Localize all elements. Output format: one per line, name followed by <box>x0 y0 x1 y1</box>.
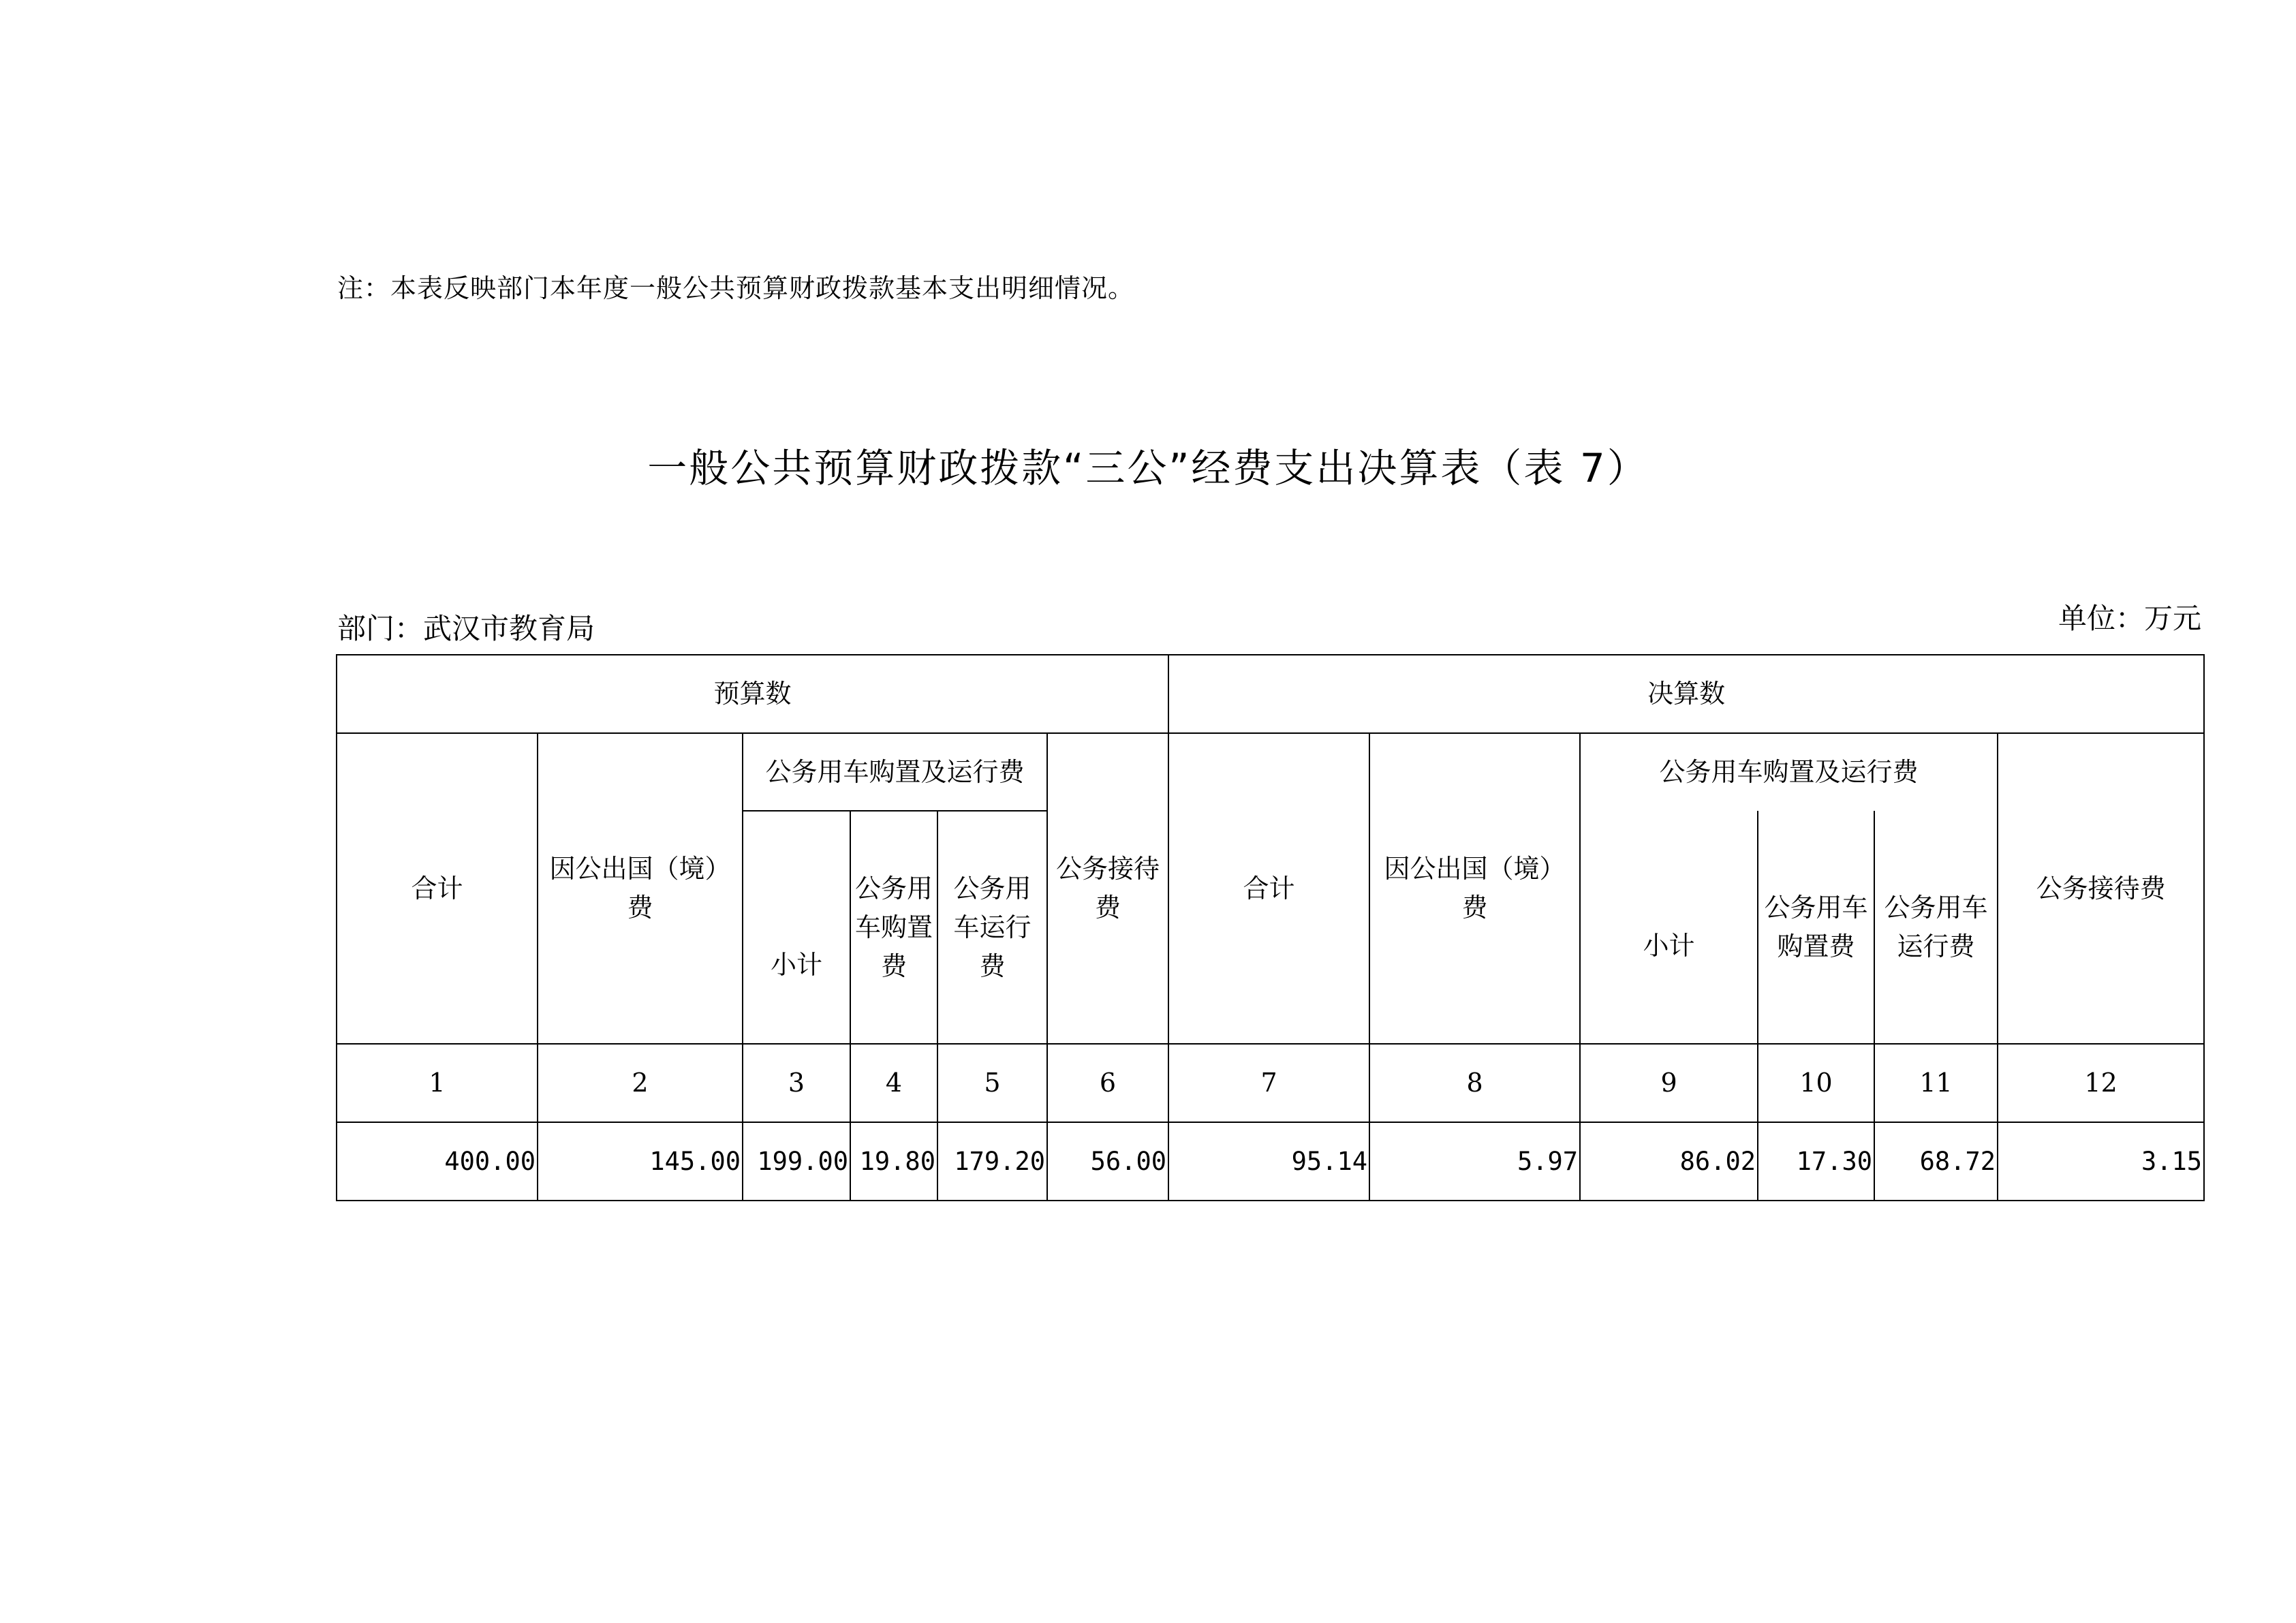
budget-car-run-header <box>937 811 1047 1044</box>
budget-abroad-line2: 费 <box>627 893 653 923</box>
value-cell: 179.20 <box>937 1122 1047 1201</box>
final-car-run-line1: 公务用车 <box>1884 892 1988 923</box>
col-number: 4 <box>850 1044 937 1122</box>
final-reception-header: 公务接待费 <box>1998 733 2204 1044</box>
value-cell: 95.14 <box>1168 1122 1369 1201</box>
value-cell: 19.80 <box>850 1122 937 1201</box>
value-cell: 145.00 <box>538 1122 743 1201</box>
budget-reception-header <box>1047 733 1168 1044</box>
final-subtotal-header: 小计 <box>1580 811 1758 1044</box>
budget-abroad-line1: 因公出国（境） <box>549 854 731 884</box>
budget-car-purchase-header <box>850 811 937 1044</box>
table-note: 注：本表反映部门本年度一般公共预算财政拨款基本支出明细情况。 <box>337 273 1135 303</box>
value-cell: 199.00 <box>743 1122 850 1201</box>
budget-car-group-header: 公务用车购置及运行费 <box>743 733 1047 811</box>
budget-car-purchase-line1: 公务用 <box>854 873 933 903</box>
value-cell: 86.02 <box>1580 1122 1758 1201</box>
budget-car-purchase-line2: 车购置 <box>854 912 933 942</box>
value-cell: 68.72 <box>1874 1122 1998 1201</box>
budget-car-run-line1: 公务用 <box>953 873 1031 903</box>
final-car-group-header: 公务用车购置及运行费 <box>1580 733 1998 811</box>
budget-total-header: 合计 <box>337 733 538 1044</box>
col-number: 3 <box>743 1044 850 1122</box>
col-number: 1 <box>337 1044 538 1122</box>
col-number: 11 <box>1874 1044 1998 1122</box>
final-car-run-header <box>1874 811 1998 1044</box>
column-number-row <box>337 1044 2204 1122</box>
group-header-row <box>337 655 2204 733</box>
budget-group-header: 预算数 <box>337 655 1168 733</box>
col-number: 12 <box>1998 1044 2204 1122</box>
final-car-purchase-line2: 购置费 <box>1777 931 1855 961</box>
value-cell: 3.15 <box>1998 1122 2204 1201</box>
final-group-header: 决算数 <box>1168 655 2204 733</box>
value-cell: 17.30 <box>1758 1122 1874 1201</box>
col-number: 9 <box>1580 1044 1758 1122</box>
col-number: 10 <box>1758 1044 1874 1122</box>
page-title: 一般公共预算财政拨款“三公”经费支出决算表（表 7） <box>647 445 1649 491</box>
value-row <box>337 1122 2204 1201</box>
value-cell: 5.97 <box>1369 1122 1580 1201</box>
header-row-1 <box>337 733 2204 811</box>
value-cell: 400.00 <box>337 1122 538 1201</box>
col-number: 6 <box>1047 1044 1168 1122</box>
final-abroad-header <box>1369 733 1580 1044</box>
three-public-expenses-table <box>336 654 2205 1201</box>
col-number: 5 <box>937 1044 1047 1122</box>
final-abroad-line2: 费 <box>1461 893 1488 923</box>
final-car-purchase-line1: 公务用车 <box>1764 892 1868 923</box>
budget-car-purchase-line3: 费 <box>880 950 907 981</box>
budget-reception-line1: 公务接待 <box>1056 854 1160 884</box>
budget-car-run-line3: 费 <box>979 950 1006 981</box>
budget-abroad-header <box>538 733 743 1044</box>
department-label: 部门：武汉市教育局 <box>337 612 595 645</box>
final-total-header: 合计 <box>1168 733 1369 1044</box>
value-cell: 56.00 <box>1047 1122 1168 1201</box>
final-car-purchase-header <box>1758 811 1874 1044</box>
budget-subtotal-header: 小计 <box>743 811 850 1044</box>
unit-label: 单位：万元 <box>2058 602 2201 635</box>
budget-car-run-line2: 车运行 <box>953 912 1031 942</box>
col-number: 2 <box>538 1044 743 1122</box>
final-abroad-line1: 因公出国（境） <box>1384 854 1566 884</box>
col-number: 8 <box>1369 1044 1580 1122</box>
budget-reception-line2: 费 <box>1095 893 1121 923</box>
final-car-run-line2: 运行费 <box>1897 931 1975 961</box>
col-number: 7 <box>1168 1044 1369 1122</box>
